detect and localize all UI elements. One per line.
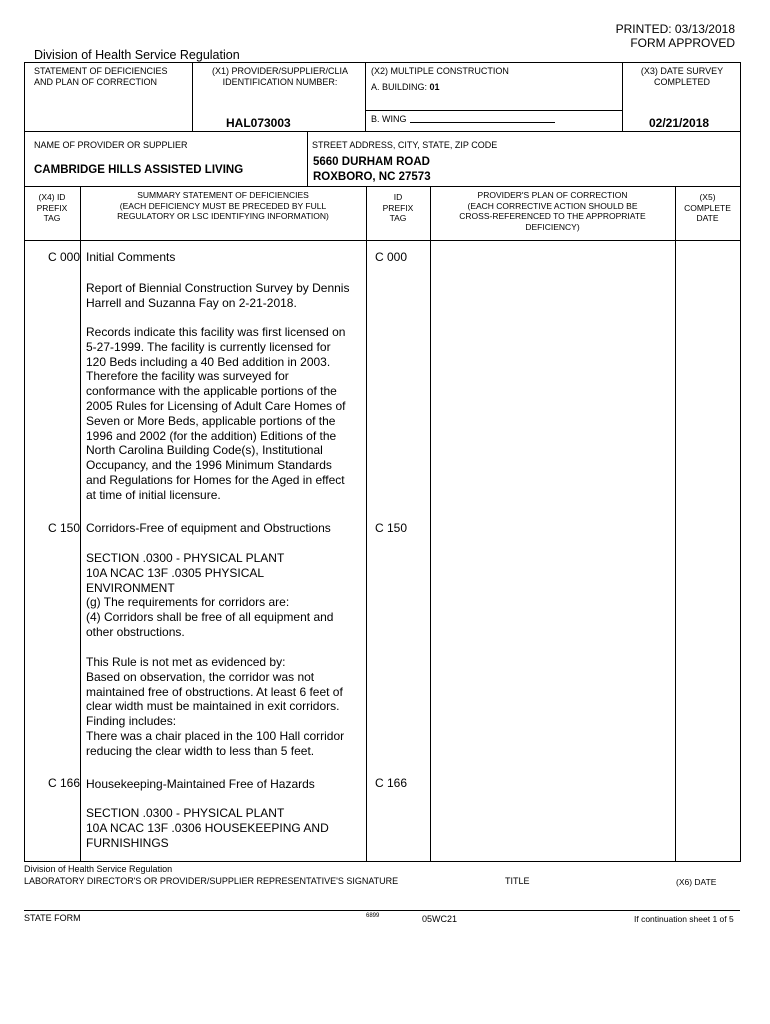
tag-c166: C 166 bbox=[48, 776, 81, 790]
title-c166: Housekeeping-Maintained Free of Hazards bbox=[86, 777, 315, 791]
provider-name: CAMBRIDGE HILLS ASSISTED LIVING bbox=[34, 164, 244, 176]
printed-date: PRINTED: 03/13/2018 bbox=[615, 22, 735, 36]
id-tag-c150: C 150 bbox=[375, 521, 408, 535]
continuation-sheet: If continuation sheet 1 of 5 bbox=[634, 914, 734, 924]
form-approved: FORM APPROVED bbox=[630, 36, 735, 50]
wing-underline bbox=[410, 122, 555, 123]
x3-value: 02/21/2018 bbox=[649, 116, 710, 130]
col-summary-header: SUMMARY STATEMENT OF DEFICIENCIES (EACH DEFICIENCY MUST BE PRECEDED BY FULL REGULATORY OR LSC IDENTIFYING INFORMATION) bbox=[117, 190, 329, 221]
address-line1: 5660 DURHAM ROAD bbox=[313, 156, 430, 168]
wing-label: B. WING bbox=[371, 114, 407, 124]
form-number: 6899 bbox=[366, 913, 380, 919]
event-id: 05WC21 bbox=[422, 914, 458, 924]
address-line2: ROXBORO, NC 27573 bbox=[313, 171, 431, 183]
x3-label: (X3) DATE SURVEY COMPLETED bbox=[640, 66, 724, 87]
statement-label: STATEMENT OF DEFICIENCIES AND PLAN OF CORRECTION bbox=[34, 66, 168, 87]
c000-para1: Report of Biennial Construction Survey by Dennis Harrell and Suzanna Fay on 2-21-2018. bbox=[86, 281, 350, 310]
footer-division: Division of Health Service Regulation bbox=[24, 864, 173, 874]
state-form-label: STATE FORM bbox=[24, 913, 81, 923]
title-c000: Initial Comments bbox=[86, 250, 176, 264]
col-x5-header: (X5) COMPLETE DATE bbox=[684, 192, 731, 223]
x6-date-label: (X6) DATE bbox=[676, 877, 717, 887]
c150-para2: This Rule is not met as evidenced by: Based on observation, the corridor was not maintained free of obstructions. At least 6 feet of clear width must be maintained in exit corridors. Finding includes: There was a chair placed in the 100 Hall corridor reducing the clear width to less than 5 feet. bbox=[86, 655, 345, 758]
tag-c150: C 150 bbox=[48, 521, 81, 535]
signature-label: LABORATORY DIRECTOR'S OR PROVIDER/SUPPLIER REPRESENTATIVE'S SIGNATURE bbox=[24, 876, 399, 886]
title-label: TITLE bbox=[505, 876, 530, 886]
id-tag-c166: C 166 bbox=[375, 776, 408, 790]
c166-para1: SECTION .0300 - PHYSICAL PLANT 10A NCAC 13F .0306 HOUSEKEEPING AND FURNISHINGS bbox=[86, 806, 329, 850]
col-plan-header: PROVIDER'S PLAN OF CORRECTION (EACH CORRECTIVE ACTION SHOULD BE CROSS-REFERENCED TO THE APPROPRIATE DEFICIENCY) bbox=[459, 190, 646, 232]
title-c150: Corridors-Free of equipment and Obstructions bbox=[86, 521, 331, 535]
division-title: Division of Health Service Regulation bbox=[34, 48, 240, 62]
provider-name-label: NAME OF PROVIDER OR SUPPLIER bbox=[34, 140, 188, 150]
x1-value: HAL073003 bbox=[226, 116, 291, 130]
col-x4-header: (X4) ID PREFIX TAG bbox=[36, 192, 68, 223]
c000-para2: Records indicate this facility was first licensed on 5-27-1999. The facility is currently licensed for 120 Beds including a 40 Bed addition in 2003. Therefore the facility was surveyed for conformance with the applicable portions of the 2005 Rules for Licensing of Adult Care Homes of Seven or More Beds, applicable portions of the 1996 and 2002 (for the addition) Editions of the North Carolina Building Code(s), Institutional Occupancy, and the 1996 Minimum Standards and Regulations for Homes for the Aged in effect at time of initial licensure. bbox=[86, 325, 346, 502]
x2-label: (X2) MULTIPLE CONSTRUCTION bbox=[371, 66, 509, 76]
id-tag-c000: C 000 bbox=[375, 250, 408, 264]
c150-para1: SECTION .0300 - PHYSICAL PLANT 10A NCAC 13F .0305 PHYSICAL ENVIRONMENT (g) The requirements for corridors are: (4) Corridors shall be free of all equipment and other obstructions. bbox=[86, 551, 334, 639]
building-label: A. BUILDING: bbox=[371, 82, 428, 92]
building-value: 01 bbox=[429, 82, 440, 92]
address-label: STREET ADDRESS, CITY, STATE, ZIP CODE bbox=[312, 140, 498, 150]
tag-c000: C 000 bbox=[48, 250, 81, 264]
building-row bbox=[371, 82, 440, 93]
col-id-header: ID PREFIX TAG bbox=[382, 192, 414, 223]
x1-label: (X1) PROVIDER/SUPPLIER/CLIA IDENTIFICATION NUMBER: bbox=[211, 66, 349, 87]
